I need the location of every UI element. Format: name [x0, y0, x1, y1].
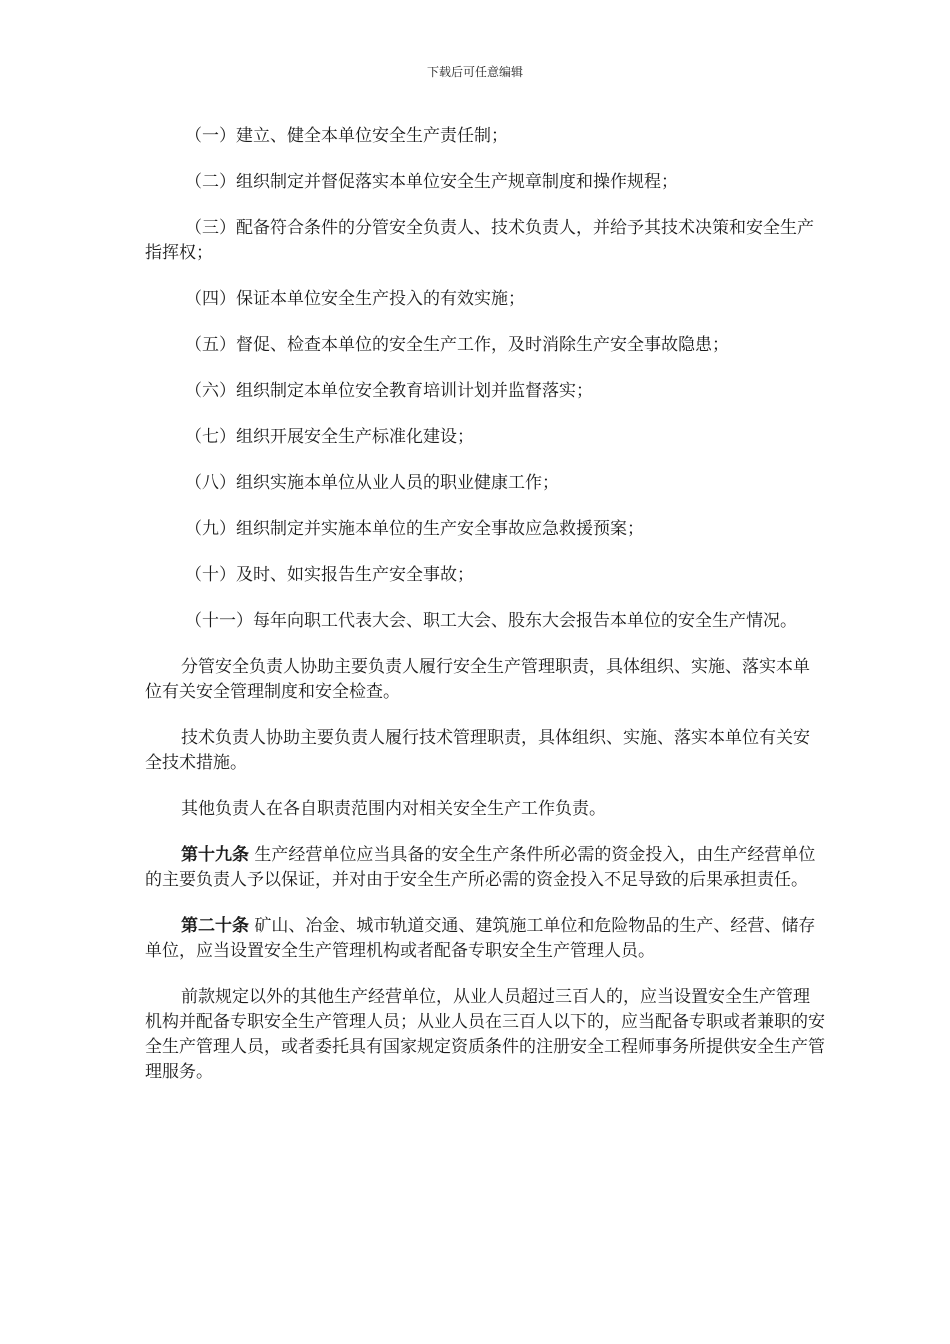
list-item-8: （八）组织实施本单位从业人员的职业健康工作；	[185, 473, 559, 493]
list-item-3: （三）配备符合条件的分管安全负责人、技术负责人，并给予其技术决策和安全生产指挥权；	[145, 218, 814, 263]
list-item-6: （六）组织制定本单位安全教育培训计划并监督落实；	[185, 381, 593, 401]
list-item-1: （一）建立、健全本单位安全生产责任制；	[185, 126, 508, 146]
paragraph-others: 其他负责人在各自职责范围内对相关安全生产工作负责。	[181, 799, 606, 819]
list-item-5: （五）督促、检查本单位的安全生产工作，及时消除生产安全事故隐患；	[185, 335, 729, 355]
paragraph-technical: 技术负责人协助主要负责人履行技术管理职责，具体组织、实施、落实本单位有关安全技术措施。	[145, 728, 810, 773]
article-20-text: 矿山、冶金、城市轨道交通、建筑施工单位和危险物品的生产、经营、储存单位，应当设置安全生产管理机构或者配备专职安全生产管理人员。	[145, 916, 816, 961]
article-19-text: 生产经营单位应当具备的安全生产条件所必需的资金投入，由生产经营单位的主要负责人予以保证，并对由于安全生产所必需的资金投入不足导致的后果承担责任。	[145, 845, 816, 890]
article-20-label: 第二十条	[181, 916, 249, 936]
article-19	[145, 843, 825, 893]
list-item-2: （二）组织制定并督促落实本单位安全生产规章制度和操作规程；	[185, 172, 678, 192]
paragraph-deputy: 分管安全负责人协助主要负责人履行安全生产管理职责，具体组织、实施、落实本单位有关安全管理制度和安全检查。	[145, 657, 810, 702]
list-item-4: （四）保证本单位安全生产投入的有效实施；	[185, 289, 525, 309]
list-item-10: （十）及时、如实报告生产安全事故；	[185, 565, 474, 585]
list-item-9: （九）组织制定并实施本单位的生产安全事故应急救援预案；	[185, 519, 644, 539]
list-item-7: （七）组织开展安全生产标准化建设；	[185, 427, 474, 447]
article-20	[145, 914, 825, 964]
paragraph-final: 前款规定以外的其他生产经营单位，从业人员超过三百人的，应当设置安全生产管理机构并配备专职安全生产管理人员；从业人员在三百人以下的，应当配备专职或者兼职的安全生产管理人员，或者委托具有国家规定资质条件的注册安全工程师事务所提供安全生产管理服务。	[145, 987, 825, 1082]
page-header: 下载后可任意编辑	[426, 65, 523, 79]
document-body	[145, 124, 825, 1106]
article-19-label: 第十九条	[181, 845, 249, 865]
list-item-11: （十一）每年向职工代表大会、职工大会、股东大会报告本单位的安全生产情况。	[185, 611, 797, 631]
